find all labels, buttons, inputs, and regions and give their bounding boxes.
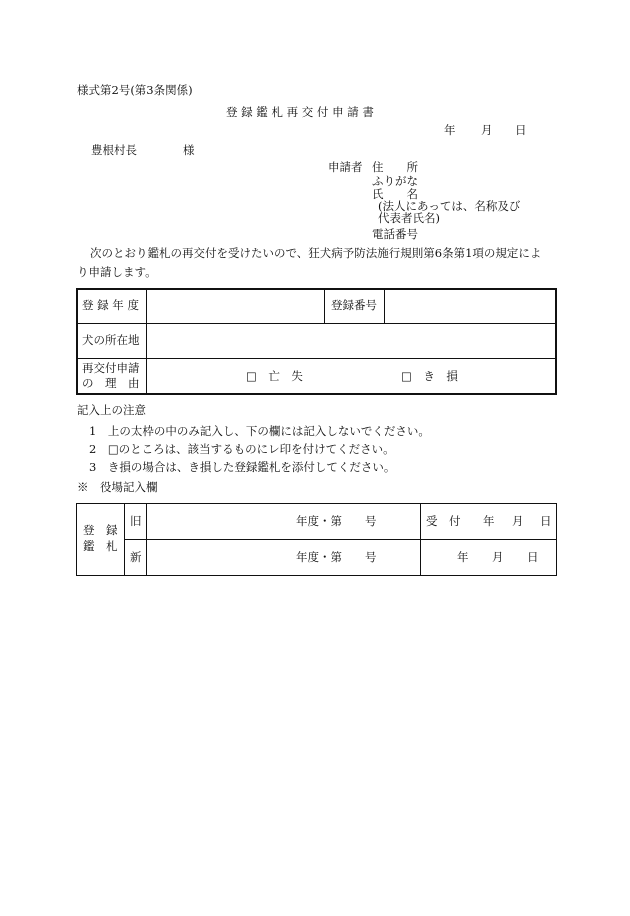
dog-location-field[interactable] — [148, 326, 554, 357]
date-year: 年 — [444, 123, 456, 137]
office-tag-line2: 鑑 札 — [83, 539, 118, 553]
reg-number-label: 登録番号 — [331, 298, 377, 312]
received-day: 日 — [540, 514, 552, 528]
old-row-label: 旧 — [130, 514, 142, 528]
reason-label-line2: の 理 由 — [82, 376, 140, 390]
received-label: 受 付 — [426, 514, 461, 528]
form-title: 登 録 鑑 札 再 交 付 申 請 書 — [226, 105, 374, 119]
applicant-name-label: 氏 名 — [372, 187, 418, 201]
reg-year-field[interactable] — [148, 292, 323, 322]
applicant-heading: 申請者 — [328, 160, 363, 174]
new-row-year-number: 年度・第 号 — [296, 550, 377, 564]
reason-lost-checkbox[interactable]: □ 亡 失 — [246, 369, 303, 383]
new-row-day: 日 — [527, 550, 539, 564]
reg-number-field[interactable] — [386, 292, 554, 322]
addressee-honorific: 様 — [183, 143, 195, 157]
received-month: 月 — [512, 514, 524, 528]
reason-damaged-checkbox[interactable]: □ き 損 — [401, 369, 458, 383]
applicant-furigana-label: ふりがな — [372, 174, 418, 188]
office-use-heading: ※ 役場記入欄 — [77, 480, 158, 494]
applicant-address-label: 住 所 — [372, 160, 418, 174]
body-text-line1: 次のとおり鑑札の再交付を受けたいので、狂犬病予防法施行規則第6条第1項の規定によ — [90, 246, 542, 260]
note-item-1: 1 上の太枠の中のみ記入し、下の欄には記入しないでください。 — [89, 424, 430, 438]
date-day: 日 — [515, 123, 527, 137]
date-month: 月 — [481, 123, 493, 137]
applicant-corp-note-2: 代表者氏名) — [378, 211, 440, 225]
note-item-2: 2 □のところは、該当するものにレ印を付けてください。 — [89, 442, 395, 456]
new-row-month: 月 — [492, 550, 504, 564]
new-row-year: 年 — [457, 550, 469, 564]
dog-location-label: 犬の所在地 — [82, 333, 140, 347]
body-text-line2: り申請します。 — [77, 265, 157, 279]
notes-heading: 記入上の注意 — [77, 403, 146, 417]
received-year: 年 — [483, 514, 495, 528]
reason-label-line1: 再交付申請 — [82, 361, 140, 375]
new-row-label: 新 — [130, 550, 142, 564]
reg-year-label: 登 録 年 度 — [82, 298, 139, 312]
form-number: 様式第2号(第3条関係) — [77, 83, 193, 97]
applicant-phone-label: 電話番号 — [372, 227, 418, 241]
applicant-corp-note: (法人にあっては、名称及び — [378, 199, 521, 213]
office-tag-line1: 登 録 — [83, 523, 118, 537]
old-row-year-number: 年度・第 号 — [296, 514, 377, 528]
note-item-3: 3 き損の場合は、き損した登録鑑札を添付してください。 — [89, 460, 396, 474]
addressee-name: 豊根村長 — [91, 143, 137, 157]
